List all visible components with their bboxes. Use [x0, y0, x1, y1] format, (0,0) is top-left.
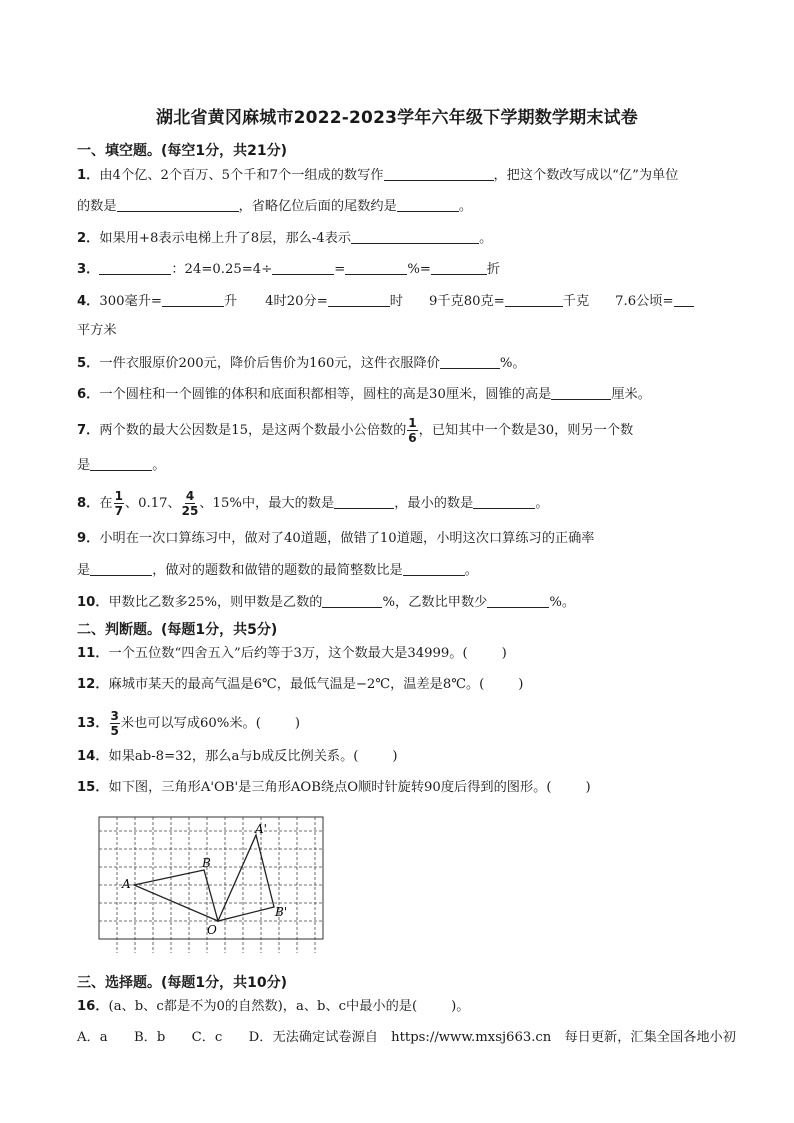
page-title: 湖北省黄冈麻城市2022-2023学年六年级下学期数学期末试卷: [156, 108, 638, 128]
question-12: 12．麻城市某天的最高气温是6℃，最低气温是−2℃，温差是8℃。( ): [77, 677, 524, 692]
question-13: 13． $\frac{3}{5}$ 米也可以写成60%米。( ): [77, 709, 301, 738]
point-b-label: B: [202, 856, 211, 870]
question-16-options: A．a B．b C．c D．无法确定试卷源自 https://www.mxsj663.cn 每日更新，汇集全国各地小初: [77, 1030, 736, 1045]
fraction: $\frac{3}{5}$: [110, 709, 119, 738]
triangle-aob: [134, 870, 218, 921]
question-11: 11．一个五位数“四舍五入”后约等于3万，这个数最大是34999。( ): [77, 646, 507, 661]
section-multiple-choice: 三、选择题。(每题1分，共10分): [77, 975, 288, 991]
answer-blank[interactable]: [473, 494, 535, 509]
fraction: $\frac{4}{25}$: [181, 489, 199, 518]
question-4-line-1: 4．300毫升= 升 4时20分= 时 9千克80克= 千克 7.6公顷=: [77, 292, 694, 311]
answer-blank[interactable]: [345, 260, 407, 275]
question-9-line-2: 是 ，做对的题数和做错的题数的最简整数比是 。: [77, 563, 478, 578]
answer-blank[interactable]: [334, 494, 394, 509]
rotation-grid-figure: [96, 815, 328, 957]
question-15: 15．如下图，三角形A'OB'是三角形AOB绕点O顺时针旋转90度后得到的图形。( ): [77, 780, 591, 795]
question-1-line-1: 1．由4个亿、2个百万、5个千和7个一组成的数写作 ，把这个数改写成以“亿”为单位: [77, 168, 679, 183]
question-16: 16．(a、b、c都是不为0的自然数)，a、b、c中最小的是( )。: [77, 999, 470, 1014]
question-6: 6．一个圆柱和一个圆锥的体积和底面积都相等，圆柱的高是30厘米，圆锥的高是 厘米。: [77, 387, 651, 402]
question-14: 14．如果ab-8=32，那么a与b成反比例关系。( ): [77, 749, 398, 764]
answer-blank[interactable]: [440, 354, 500, 369]
answer-blank[interactable]: [90, 561, 152, 576]
question-5: 5．一件衣服原价200元，降价后售价为160元，这件衣服降价 %。: [77, 356, 526, 371]
answer-blank[interactable]: [403, 561, 465, 576]
fraction: $\frac{1}{7}$: [114, 489, 123, 518]
point-a-label: A: [122, 877, 131, 891]
point-o-label: O: [207, 923, 217, 937]
answer-blank[interactable]: [117, 197, 239, 212]
answer-blank[interactable]: [551, 385, 611, 400]
answer-blank[interactable]: [322, 593, 382, 608]
question-9-line-1: 9．小明在一次口算练习中，做对了40道题，做错了10道题，小明这次口算练习的正确率: [77, 531, 595, 546]
answer-blank[interactable]: [90, 456, 152, 471]
point-b-prime-label: B': [275, 905, 288, 919]
answer-blank[interactable]: [487, 593, 549, 608]
fraction: $\frac{1}{6}$: [408, 416, 417, 445]
answer-blank[interactable]: [431, 260, 487, 275]
question-2: 2．如果用+8表示电梯上升了8层，那么-4表示 。: [77, 231, 493, 246]
answer-blank[interactable]: [162, 292, 224, 307]
answer-blank[interactable]: [674, 292, 694, 307]
question-10: 10．甲数比乙数多25%，则甲数是乙数的 %，乙数比甲数少 %。: [77, 595, 576, 610]
question-1-line-2: 的数是 ，省略亿位后面的尾数约是 。: [77, 199, 472, 214]
answer-blank[interactable]: [99, 260, 171, 275]
question-7-line-2: 是 。: [77, 458, 166, 473]
answer-blank[interactable]: [505, 292, 563, 307]
answer-blank[interactable]: [397, 197, 459, 212]
answer-blank[interactable]: [351, 229, 479, 244]
triangle-a-prime-o-b-prime: [218, 835, 274, 921]
answer-blank[interactable]: [328, 292, 390, 307]
question-8: 8．在 $\frac{1}{7}$ 、0.17、 $\frac{4}{25}$ 、15%中，最大的数是 ，最小的数是 。: [77, 489, 549, 518]
question-7-line-1: 7．两个数的最大公因数是15，是这两个数最小公倍数的 $\frac{1}{6}$ ，已知其中一个数是30，则另一个数: [77, 416, 634, 445]
question-3: 3． ：24=0.25=4÷ = %= 折: [77, 262, 501, 277]
answer-blank[interactable]: [272, 260, 334, 275]
section-fill-in: 一、填空题。(每空1分，共21分): [77, 143, 288, 159]
point-a-prime-label: A': [255, 822, 267, 836]
question-4-line-2: 平方米: [77, 323, 117, 338]
answer-blank[interactable]: [384, 166, 494, 181]
section-true-false: 二、判断题。(每题1分，共5分): [77, 622, 278, 638]
